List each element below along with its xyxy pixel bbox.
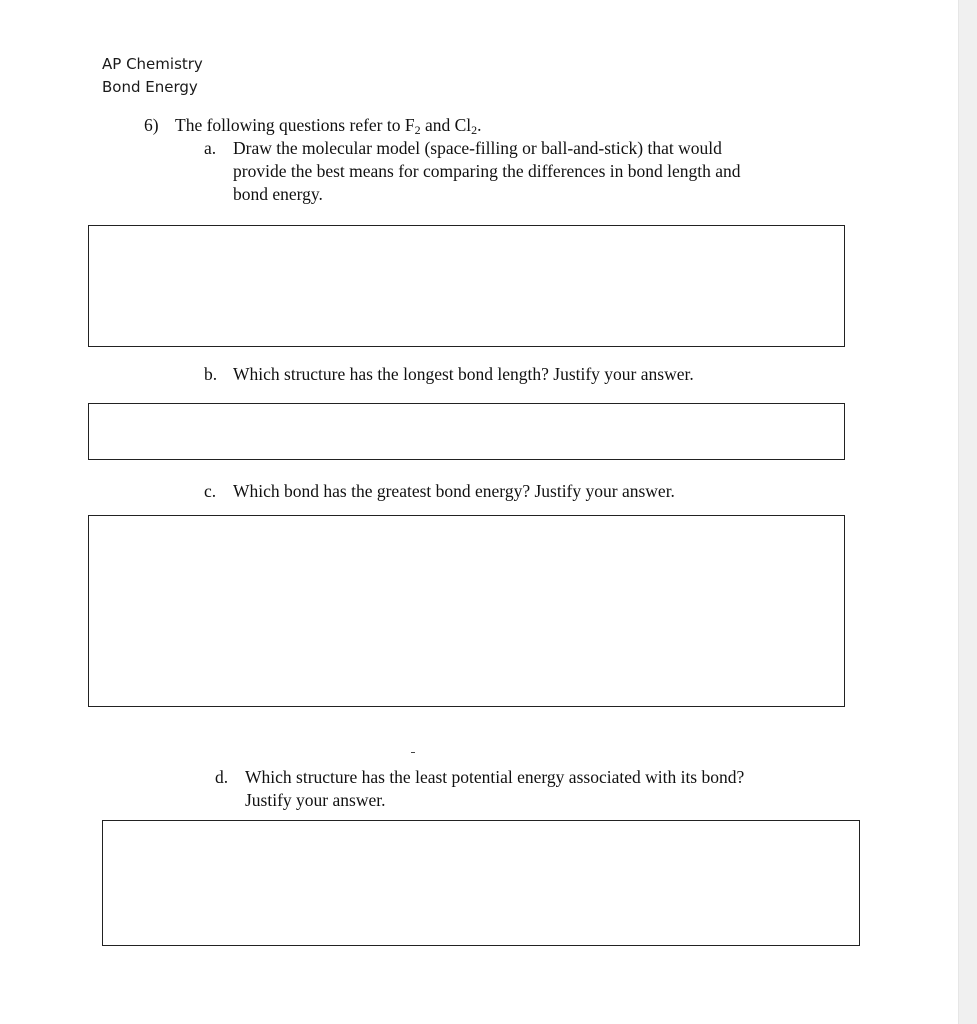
part-d-line-1: Which structure has the least potential energy associated with its bond? (245, 767, 745, 787)
part-a-label: a. (204, 138, 217, 158)
part-c-line-1: Which bond has the greatest bond energy? Justify your answer. (233, 481, 675, 501)
part-d-label: d. (215, 767, 229, 787)
part-a-line-1: Draw the molecular model (space-filling or ball-and-stick) that would (233, 138, 722, 158)
answer-box-c[interactable] (88, 515, 845, 707)
answer-box-a[interactable] (88, 225, 845, 347)
part-b-line-1: Which structure has the longest bond length? Justify your answer. (233, 364, 694, 384)
answer-box-d[interactable] (102, 820, 860, 946)
question-number: 6) (144, 115, 159, 135)
part-d-line-2: Justify your answer. (245, 790, 386, 810)
scrollbar-track[interactable] (958, 0, 977, 1024)
answer-box-b[interactable] (88, 403, 845, 460)
topic-title: Bond Energy (102, 78, 198, 96)
part-a-line-2: provide the best means for comparing the differences in bond length and (233, 161, 741, 181)
part-c-label: c. (204, 481, 217, 501)
part-b-label: b. (204, 364, 218, 384)
part-a-line-3: bond energy. (233, 184, 323, 204)
course-title: AP Chemistry (102, 55, 203, 73)
question-stem: The following questions refer to $F_2$ and $Cl_2$. (175, 115, 482, 137)
stray-mark (411, 752, 415, 753)
